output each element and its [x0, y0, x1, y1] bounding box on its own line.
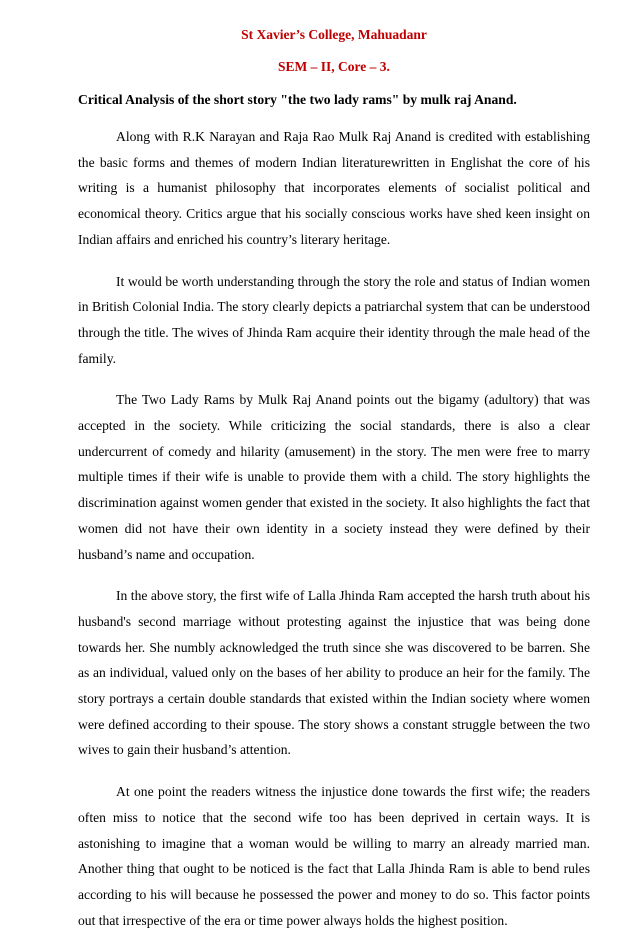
paragraph-2: It would be worth understanding through the story the role and status of Indian women in British Colonial India. The story clearly depicts a patriarchal system that can be understood through the title. The wives of Jhinda Ram acquire their identity through the male head of the family.	[78, 273, 590, 366]
paragraph-4: In the above story, the first wife of Lalla Jhinda Ram accepted the harsh truth about his husband's second marriage without protesting against the injustice that was being done towards her. She numbly acknowledged the truth since she was discovered to be barren. She as an individual, valued only on the bases of her ability to produce an heir for the family. The story portrays a certain double standards that existed within the Indian society where women were defined according to their spouse. The story shows a constant struggle between the two wives to gain their husband’s attention.	[78, 588, 590, 758]
paragraph-1: Along with R.K Narayan and Raja Rao Mulk Raj Anand is credited with establishing the basic forms and themes of modern Indian literaturewritten in Englishat the core of his writing is a humanist philosophy that incorporates elements of socialist political and economical theory. Critics argue that his socially conscious works have shed keen insight on Indian affairs and enriched his country’s literary heritage.	[78, 129, 590, 247]
paragraph-5: At one point the readers witness the injustice done towards the first wife; the readers often miss to notice that the second wife too has been deprived in certain ways. It is astonishing to imagine that a woman would be willing to marry an already married man. Another thing that ought to be noticed is the fact that Lalla Jhinda Ram is able to bend rules according to his will because he possessed the power and money to do so. This factor points out that irrespective of the era or time power always holds the highest position.	[78, 784, 590, 928]
semester-course: SEM – II, Core – 3.	[278, 59, 390, 74]
paragraph-3: The Two Lady Rams by Mulk Raj Anand points out the bigamy (adultory) that was accepted in the society. While criticizing the social standards, there is also a clear undercurrent of comedy and hilarity (amusement) in the story. The men were free to marry multiple times if their wife is unable to provide them with a child. The story highlights the discrimination against women gender that existed in the society. It also highlights the fact that women did not have their own identity in a society instead they were defined by their husband’s name and occupation.	[78, 392, 590, 562]
document-title: Critical Analysis of the short story "the two lady rams" by mulk raj Anand.	[78, 92, 517, 107]
college-name: St Xavier’s College, Mahuadanr	[241, 27, 427, 42]
